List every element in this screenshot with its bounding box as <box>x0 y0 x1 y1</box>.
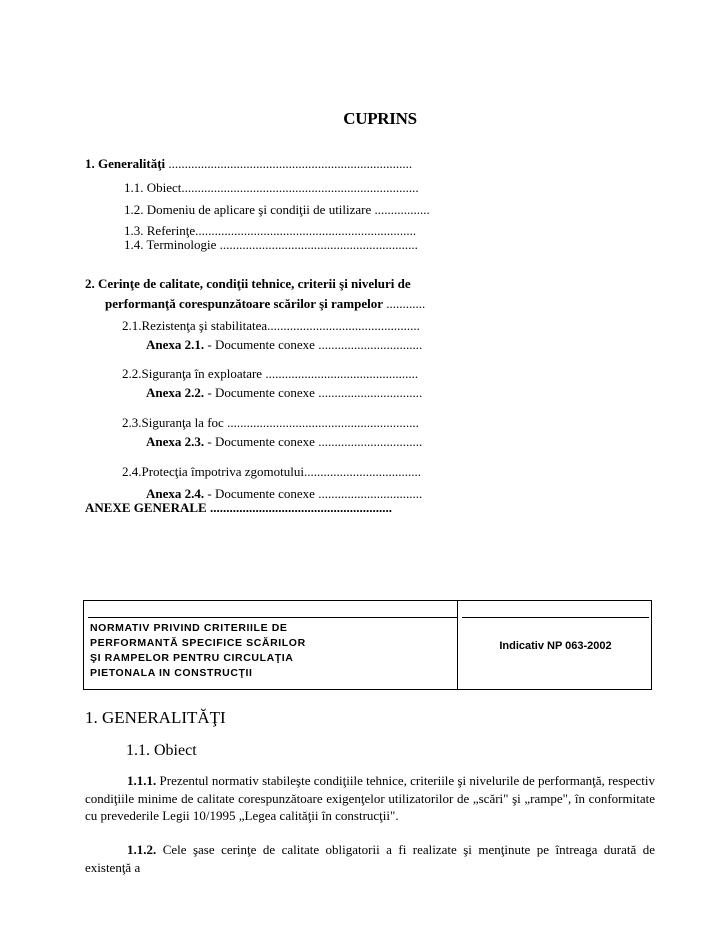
normative-code: Indicativ NP 063-2002 <box>499 640 612 652</box>
annexes-label: ANEXE GENERALE <box>85 500 207 515</box>
toc-text: Terminologie <box>146 237 217 252</box>
toc-text: Rezistenţa şi stabilitatea <box>141 318 268 333</box>
paragraph-label: 1.1.1. <box>127 773 157 788</box>
paragraph-1-1-1 <box>85 772 655 825</box>
toc-num: 1.1. <box>124 180 144 195</box>
toc-num: 2.1. <box>122 318 142 333</box>
annex-label: Anexa 2.2. <box>146 385 205 400</box>
paragraph-text: Prezentul normativ stabileşte condiţiile tehnice, criteriile şi nivelurile de performanţă, respectiv condiţiile minime de calitate corespunzătoare exigenţelor utilizatorilor de „scări" şi „rampe", în conformitate cu prevederile Legii 10/1995 „Legea calităţii în construcţii". <box>85 773 655 823</box>
toc-dots: ........................................................... <box>223 415 419 430</box>
toc-entry-2-2[interactable] <box>122 366 418 382</box>
toc-text: Domeniu de aplicare şi condiţii de utilizare <box>146 202 372 217</box>
toc-dots: .................................................................... <box>195 223 417 238</box>
normative-title: NORMATIV PRIVIND CRITERIILE DE PERFORMANTĂ SPECIFICE SCĂRILOR ŞI RAMPELOR PENTRU CIRCULAŢIA PIETONALA IN CONSTRUCŢII <box>90 622 306 679</box>
toc-title: CUPRINS <box>343 109 417 128</box>
toc-dots: ........................................................ <box>206 500 392 515</box>
annex-text: - Documente conexe <box>204 385 319 400</box>
toc-dots: ............ <box>383 296 426 311</box>
toc-entry-2-3[interactable] <box>122 415 419 431</box>
toc-dots: .................................... <box>303 464 421 479</box>
toc-entry-annexes[interactable] <box>85 500 392 516</box>
annex-label: Anexa 2.4. <box>146 486 205 501</box>
toc-dots: ................................ <box>318 434 423 449</box>
subsection-heading: 1.1. Obiect <box>126 742 197 759</box>
paragraph-1-1-2 <box>85 841 655 876</box>
section-heading: 1. GENERALITĂŢI <box>85 708 226 727</box>
toc-text: Obiect <box>146 180 182 195</box>
paragraph-label: 1.1.2. <box>127 842 157 857</box>
toc-entry-2-label: performanţă corespunzătoare scărilor şi rampelor <box>105 296 383 311</box>
toc-entry-1-label: 1. Generalităţi <box>85 156 166 171</box>
toc-entry-1[interactable] <box>85 156 412 172</box>
toc-annex-2-2[interactable] <box>146 385 422 401</box>
toc-dots: ................. <box>371 202 430 217</box>
toc-entry-2-1[interactable] <box>122 318 420 334</box>
header-title-inner <box>88 617 458 688</box>
toc-entry-2-4[interactable] <box>122 464 421 480</box>
header-code-cell <box>462 617 649 688</box>
toc-num: 2.4. <box>122 464 142 479</box>
toc-text: Protecţia împotriva zgomotului <box>141 464 304 479</box>
header-title-cell <box>84 601 458 689</box>
toc-entry-1-1[interactable] <box>124 180 419 196</box>
annex-text: - Documente conexe <box>204 434 319 449</box>
paragraph-text: Cele şase cerinţe de calitate obligatorii a fi realizate şi menţinute pe întreaga durată de existenţă a <box>85 842 655 875</box>
toc-num: 2.2. <box>122 366 142 381</box>
toc-dots: ................................ <box>318 486 423 501</box>
toc-dots: ........................................................................... <box>165 156 413 171</box>
toc-num: 2.3. <box>122 415 142 430</box>
annex-text: - Documente conexe <box>204 486 319 501</box>
toc-dots: ................................ <box>318 385 423 400</box>
toc-entry-2-line2[interactable] <box>105 296 425 312</box>
toc-entry-1-2[interactable] <box>124 202 430 218</box>
toc-annex-2-1[interactable] <box>146 337 422 353</box>
document-header-table <box>83 600 652 690</box>
toc-entry-1-4[interactable] <box>124 237 418 253</box>
toc-text: Siguranţa în exploatare <box>141 366 263 381</box>
toc-entry-2-line1[interactable]: 2. Cerinţe de calitate, condiţii tehnice, criterii şi niveluri de <box>85 276 411 291</box>
annex-label: Anexa 2.3. <box>146 434 205 449</box>
toc-dots: ............................................... <box>262 366 419 381</box>
toc-num: 1.3. <box>124 223 144 238</box>
annex-label: Anexa 2.1. <box>146 337 205 352</box>
annex-text: - Documente conexe <box>204 337 319 352</box>
toc-dots: ................................ <box>318 337 423 352</box>
toc-text: Referinţe <box>146 223 196 238</box>
toc-annex-2-3[interactable] <box>146 434 422 450</box>
toc-dots: ......................................................................... <box>181 180 419 195</box>
toc-dots: ............................................... <box>267 318 420 333</box>
toc-text: Siguranţa la foc <box>141 415 224 430</box>
toc-num: 1.4. <box>124 237 144 252</box>
toc-dots: ............................................................. <box>216 237 418 252</box>
toc-num: 1.2. <box>124 202 144 217</box>
